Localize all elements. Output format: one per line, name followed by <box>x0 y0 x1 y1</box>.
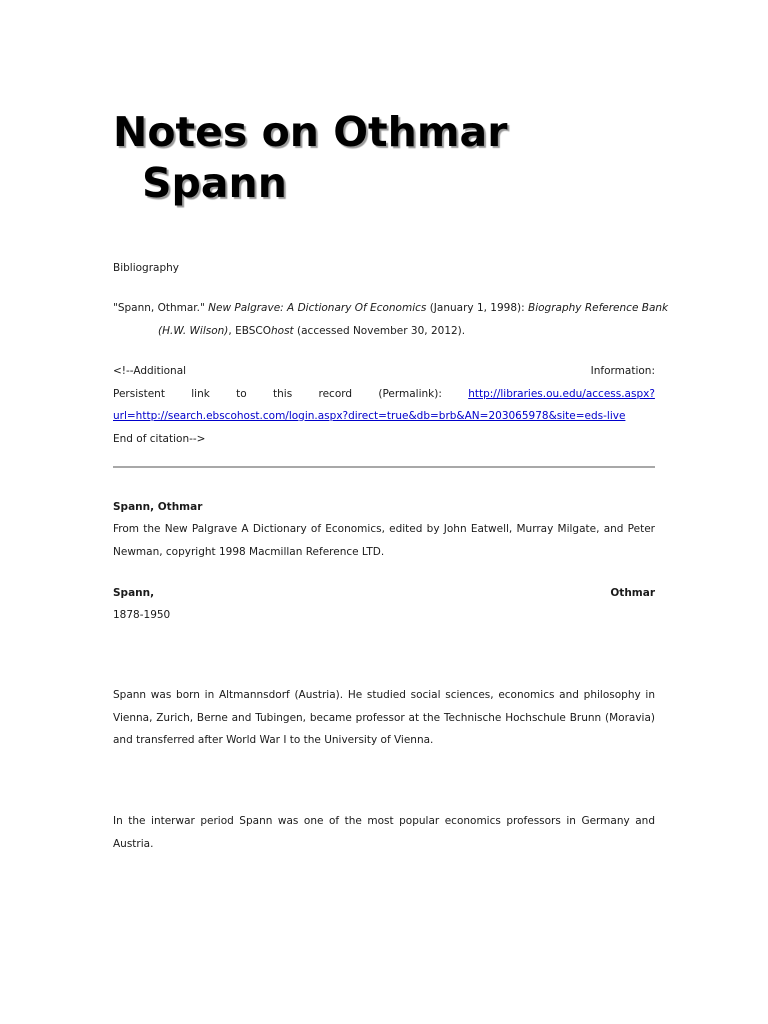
citation-work: New Palgrave: A Dictionary Of Economics <box>208 302 427 314</box>
comment-word: Persistent <box>113 387 165 400</box>
citation-author: "Spann, Othmar." <box>113 302 205 314</box>
citation-date: (January 1, 1998): <box>429 302 525 314</box>
citation-host-prefix: , EBSCO <box>228 324 271 337</box>
entry-name-right: Othmar <box>610 587 655 599</box>
citation-publisher: (H.W. Wilson) <box>158 324 229 337</box>
paragraph-1: Spann was born in Altmannsdorf (Austria). He studied social sciences, economics and philosophy in Vienna, Zurich, Berne and Tubingen, became professor at the Technische Hochschule Brunn (Moravia) and transferred after World War I to the University of Vienna. <box>113 689 655 746</box>
entry-name-left: Spann, <box>113 587 155 599</box>
bibliography-heading: Bibliography <box>113 262 179 274</box>
horizontal-divider <box>113 466 655 468</box>
permalink-link-part1[interactable]: http://libraries.ou.edu/access.aspx? <box>468 387 655 400</box>
entry-source: From the New Palgrave A Dictionary of Economics, edited by John Eatwell, Murray Milgate, and Peter Newman, copyright 1998 Macmillan Reference LTD. <box>113 523 655 558</box>
citation-database: Biography Reference Bank <box>528 302 669 314</box>
comment-word: record <box>318 387 353 400</box>
paragraph-2: In the interwar period Spann was one of the most popular economics professors in Germany and Austria. <box>113 815 655 850</box>
citation-accessed: (accessed November 30, 2012). <box>297 324 466 337</box>
entry-heading: Spann, Othmar <box>113 501 203 513</box>
comment-info: Information: <box>590 365 655 377</box>
comment-word: to <box>236 387 247 400</box>
title-line-1: Notes on Othmar <box>113 108 508 156</box>
entry-years: 1878-1950 <box>113 609 171 621</box>
entry-name-row <box>113 582 655 605</box>
citation <box>113 297 669 342</box>
citation-comment <box>113 360 655 450</box>
permalink-link-part2[interactable]: url=http://search.ebscohost.com/login.aspx?direct=true&db=brb&AN=203065978&site=eds-live <box>113 410 626 422</box>
comment-open: <!--Additional <box>113 365 187 377</box>
document-title <box>113 107 673 209</box>
citation-host-suffix: host <box>271 324 294 337</box>
comment-end: End of citation--> <box>113 432 206 445</box>
title-line-2: Spann <box>142 159 287 207</box>
comment-word: this <box>273 387 293 400</box>
comment-word: (Permalink): <box>378 387 442 400</box>
comment-word: link <box>191 387 210 400</box>
